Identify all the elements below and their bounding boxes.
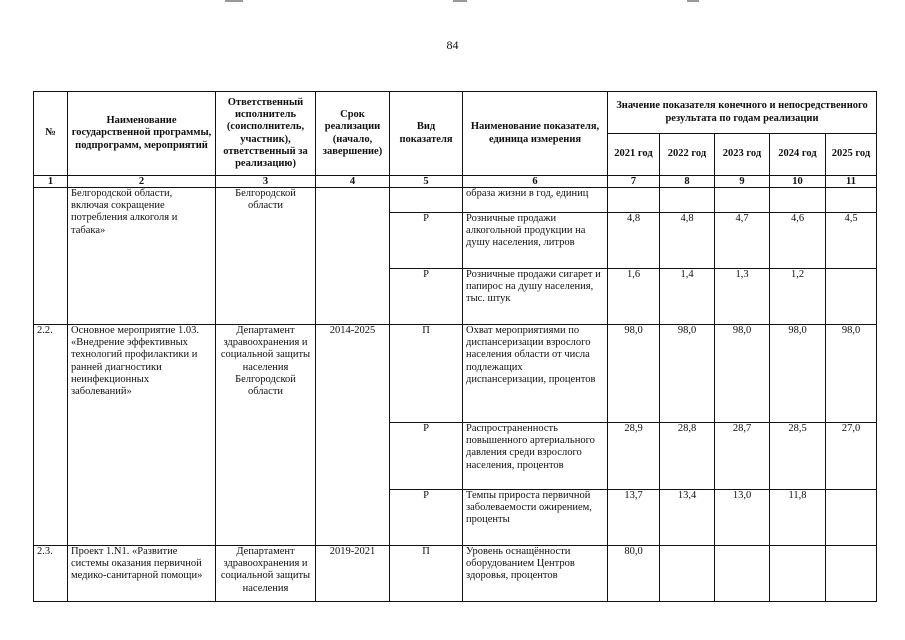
value-2022: 28,8 <box>660 423 715 490</box>
value-2024: 1,2 <box>770 269 826 325</box>
value-2025: 4,5 <box>826 213 877 269</box>
column-number: 6 <box>463 176 608 188</box>
value-2021: 1,6 <box>608 269 660 325</box>
executor-name: Белгородской области <box>216 188 316 325</box>
value-2021: 98,0 <box>608 325 660 423</box>
column-number: 3 <box>216 176 316 188</box>
value-2021: 80,0 <box>608 546 660 602</box>
term: 2019-2021 <box>316 546 390 602</box>
header-values-group: Значение показателя конечного и непосредственного результата по годам реализации <box>608 92 877 134</box>
value-2025 <box>826 546 877 602</box>
indicator-kind: Р <box>390 213 463 269</box>
column-number: 5 <box>390 176 463 188</box>
value-2024 <box>770 546 826 602</box>
indicator-name: Розничные продажи сигарет и папирос на душу населения, тыс. штук <box>463 269 608 325</box>
value-2021: 4,8 <box>608 213 660 269</box>
table-row <box>34 325 877 423</box>
value-2021: 28,9 <box>608 423 660 490</box>
value-2024: 4,6 <box>770 213 826 269</box>
indicator-name: Розничные продажи алкогольной продукции на душу населения, литров <box>463 213 608 269</box>
executor-name: Департамент здравоохранения и социальной защиты населения <box>216 546 316 602</box>
indicator-kind: Р <box>390 490 463 546</box>
program-name: Белгородской области, включая сокращение потребления алкоголя и табака» <box>68 188 216 325</box>
indicator-kind: П <box>390 325 463 423</box>
value-2023: 13,0 <box>715 490 770 546</box>
value-2022: 1,4 <box>660 269 715 325</box>
column-number: 8 <box>660 176 715 188</box>
value-2025 <box>826 188 877 213</box>
row-number: 2.2. <box>34 325 68 546</box>
value-2024: 98,0 <box>770 325 826 423</box>
indicator-name: Уровень оснащённости оборудованием Центров здоровья, процентов <box>463 546 608 602</box>
header-year-2021: 2021 год <box>608 134 660 176</box>
value-2023: 4,7 <box>715 213 770 269</box>
page-number: 84 <box>446 38 459 52</box>
scan-mark <box>225 0 243 2</box>
scan-mark <box>453 0 467 2</box>
header-no: № <box>34 92 68 176</box>
header-kind: Вид показателя <box>390 92 463 176</box>
value-2022: 13,4 <box>660 490 715 546</box>
term: 2014-2025 <box>316 325 390 546</box>
column-number: 7 <box>608 176 660 188</box>
program-name: Основное мероприятие 1.03. «Внедрение эффективных технологий профилактики и ранней диагностики неинфекционных заболеваний» <box>68 325 216 546</box>
column-number: 4 <box>316 176 390 188</box>
program-name: Проект 1.N1. «Развитие системы оказания первичной медико-санитарной помощи» <box>68 546 216 602</box>
column-numbers-row <box>34 176 877 188</box>
value-2023 <box>715 546 770 602</box>
value-2023: 28,7 <box>715 423 770 490</box>
row-number: 2.3. <box>34 546 68 602</box>
value-2021 <box>608 188 660 213</box>
scan-mark <box>687 0 699 2</box>
header-term: Срок реализации (начало, завершение) <box>316 92 390 176</box>
value-2022: 4,8 <box>660 213 715 269</box>
value-2023: 1,3 <box>715 269 770 325</box>
value-2024: 28,5 <box>770 423 826 490</box>
header-year-2024: 2024 год <box>770 134 826 176</box>
row-number <box>34 188 68 325</box>
header-year-2022: 2022 год <box>660 134 715 176</box>
indicator-kind <box>390 188 463 213</box>
value-2023 <box>715 188 770 213</box>
header-indicator: Наименование показателя, единица измерения <box>463 92 608 176</box>
value-2025: 27,0 <box>826 423 877 490</box>
value-2024: 11,8 <box>770 490 826 546</box>
value-2022 <box>660 188 715 213</box>
header-executor: Ответственный исполнитель (соисполнитель, участник), ответственный за реализацию) <box>216 92 316 176</box>
header-row <box>34 92 877 134</box>
executor-name: Департамент здравоохранения и социальной защиты населения Белгородской области <box>216 325 316 546</box>
indicator-name: Охват мероприятиями по диспансеризации взрослого населения области от числа подлежащих диспансеризации, процентов <box>463 325 608 423</box>
header-year-2025: 2025 год <box>826 134 877 176</box>
column-number: 1 <box>34 176 68 188</box>
column-number: 10 <box>770 176 826 188</box>
value-2024 <box>770 188 826 213</box>
value-2022: 98,0 <box>660 325 715 423</box>
header-year-2023: 2023 год <box>715 134 770 176</box>
indicator-kind: Р <box>390 423 463 490</box>
value-2025: 98,0 <box>826 325 877 423</box>
table-row <box>34 188 877 213</box>
value-2025 <box>826 269 877 325</box>
column-number: 9 <box>715 176 770 188</box>
indicator-kind: Р <box>390 269 463 325</box>
indicator-name: Распространенность повышенного артериального давления среди взрослого населения, процентов <box>463 423 608 490</box>
column-number: 11 <box>826 176 877 188</box>
indicator-kind: П <box>390 546 463 602</box>
indicators-table <box>33 91 877 602</box>
indicator-name: Темпы прироста первичной заболеваемости ожирением, проценты <box>463 490 608 546</box>
indicator-name: образа жизни в год, единиц <box>463 188 608 213</box>
value-2025 <box>826 490 877 546</box>
value-2021: 13,7 <box>608 490 660 546</box>
column-number: 2 <box>68 176 216 188</box>
value-2022 <box>660 546 715 602</box>
value-2023: 98,0 <box>715 325 770 423</box>
term <box>316 188 390 325</box>
header-program: Наименование государственной программы, подпрограмм, мероприятий <box>68 92 216 176</box>
table-row <box>34 546 877 602</box>
